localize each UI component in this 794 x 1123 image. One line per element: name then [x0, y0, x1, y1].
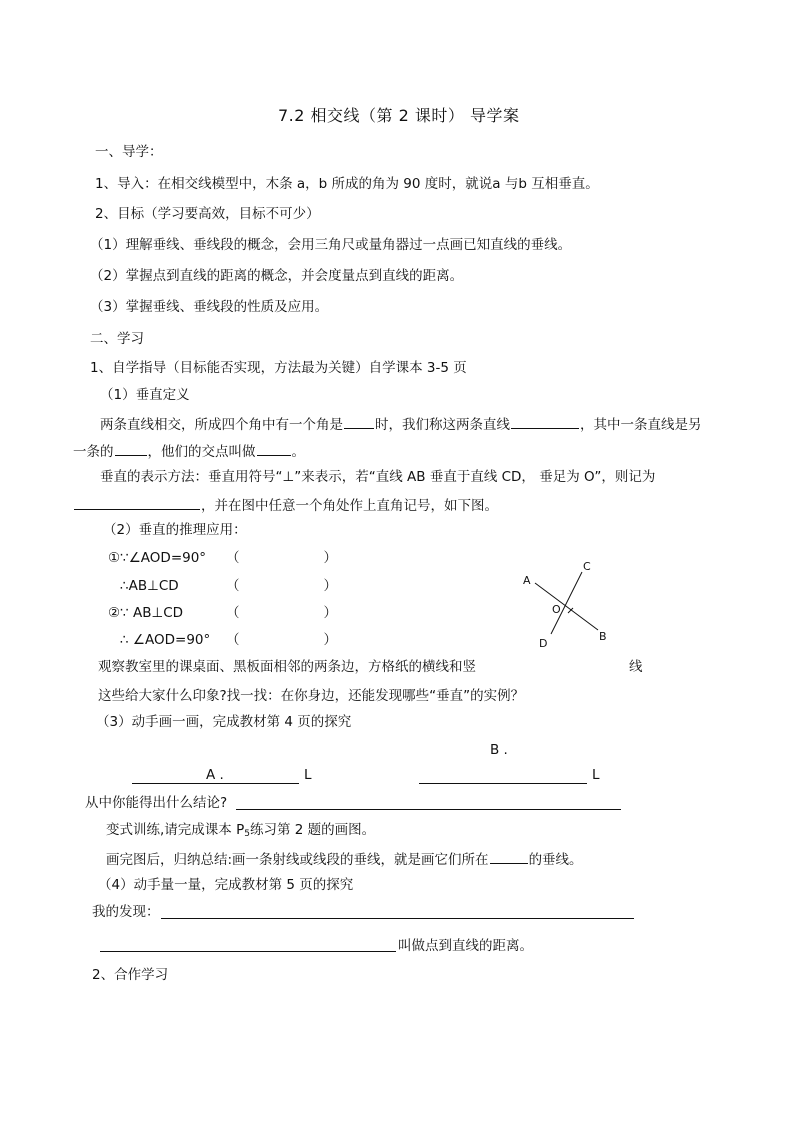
- definition-text-c: ，其中一条直线是另: [580, 417, 702, 433]
- observe-text-b: 线: [629, 659, 643, 675]
- notation-line2: [73, 497, 498, 514]
- label-o: O: [552, 603, 561, 616]
- summary-text-b: 的垂线。: [528, 852, 583, 868]
- definition-text-d: 一条的: [73, 444, 114, 460]
- summary-text-a: 画完图后，归纳总结:画一条射线或线段的垂线，就是画它们所在: [106, 852, 489, 868]
- paren-open: （: [226, 632, 240, 648]
- label-c: C: [583, 560, 591, 573]
- part4-heading: （4）动手量一量，完成教材第 5 页的探究: [98, 877, 354, 893]
- part3-heading: （3）动手画一画，完成教材第 4 页的探究: [96, 714, 352, 730]
- reason-row-2: [120, 580, 337, 594]
- blank-foot[interactable]: [257, 443, 291, 456]
- definition-line1: [100, 416, 702, 433]
- self-study-guide: 1、自学指导（目标能否实现，方法最为关键）自学课本 3-5 页: [90, 360, 467, 376]
- goal-heading: 2、目标（学习要高效，目标不可少）: [95, 206, 320, 222]
- goal-1: （1）理解垂线、垂线段的概念，会用三角尺或量角器过一点画已知直线的垂线。: [90, 237, 572, 253]
- conclusion-prompt: 从中你能得出什么结论?: [85, 795, 228, 811]
- definition-text-b: 时，我们称这两条直线: [375, 417, 510, 433]
- definition-text-e: ，他们的交点叫做: [147, 444, 256, 460]
- variant-subscript: 5: [244, 829, 250, 839]
- label-a: A: [523, 574, 531, 587]
- perpendicular-figure: [515, 555, 615, 655]
- paren-close: ）: [323, 578, 337, 594]
- section1-heading: 一、导学：: [95, 144, 163, 160]
- line-ab: [535, 583, 598, 630]
- conclusion-blank[interactable]: [236, 809, 621, 810]
- part1-heading: （1）垂直定义: [100, 387, 190, 403]
- blank-angle[interactable]: [344, 416, 374, 429]
- definition-line2: [73, 443, 305, 460]
- variant-training: [106, 824, 375, 839]
- reason-row-3: [108, 607, 337, 621]
- reason-2b: ∴ ∠AOD=90°: [120, 632, 211, 648]
- paren-close: ）: [323, 632, 337, 648]
- blank-summary[interactable]: [490, 851, 528, 864]
- blank-relation[interactable]: [511, 416, 579, 429]
- discovery-label: 我的发现：: [92, 904, 160, 920]
- variant-text-a: 变式训练,请完成课本 P: [106, 822, 245, 838]
- definition-text-f: 。: [291, 444, 305, 460]
- paren-close: ）: [323, 550, 337, 566]
- part2-heading: （2）垂直的推理应用：: [103, 522, 247, 538]
- intro-text: 1、导入：在相交线模型中，木条 a，b 所成的角为 90 度时，就说a 与b 互相垂直。: [95, 176, 599, 192]
- line-l-left: [132, 783, 299, 784]
- distance-text: 叫做点到直线的距离。: [398, 938, 533, 954]
- observe-text-a: 观察教室里的课桌面、黑板面相邻的两条边，方格纸的横线和竖: [98, 659, 476, 675]
- discovery-blank[interactable]: [161, 918, 634, 919]
- paren-open: （: [226, 550, 240, 566]
- paren-open: （: [226, 578, 240, 594]
- line-l-left-label: L: [304, 767, 312, 783]
- point-a-label: A .: [206, 767, 224, 783]
- section2-heading: 二、学习: [90, 331, 144, 347]
- goal-2: （2）掌握点到直线的距离的概念，并会度量点到直线的距离。: [90, 268, 464, 284]
- notation-text-b: ，并在图中任意一个角处作上直角记号，如下图。: [201, 498, 498, 514]
- blank-notation[interactable]: [74, 497, 200, 510]
- summary-line: [106, 851, 583, 868]
- distance-blank[interactable]: [100, 951, 396, 952]
- cooperative-learning: 2、合作学习: [92, 967, 169, 983]
- notation-line1: 垂直的表示方法：垂直用符号“⊥”来表示，若“直线 AB 垂直于直线 CD， 垂足为 O”，则记为: [100, 469, 656, 485]
- observe-question: 这些给大家什么印象?找一找：在你身边，还能发现哪些“垂直”的实例？: [98, 688, 525, 704]
- variant-text-b: 练习第 2 题的画图。: [249, 822, 376, 838]
- reason-1b: ∴AB⊥CD: [120, 578, 179, 594]
- paren-close: ）: [323, 605, 337, 621]
- line-l-right-label: L: [592, 767, 600, 783]
- reason-2a: ②∵ AB⊥CD: [108, 605, 184, 621]
- paren-open: （: [226, 605, 240, 621]
- label-d: D: [539, 637, 548, 650]
- definition-text-a: 两条直线相交，所成四个角中有一个角是: [100, 417, 343, 433]
- label-b: B: [599, 630, 607, 643]
- blank-perpendicular[interactable]: [115, 443, 147, 456]
- line-l-right: [419, 783, 587, 784]
- page-title: 7.2 相交线（第 2 课时） 导学案: [278, 106, 520, 125]
- point-b-label: B .: [490, 742, 508, 758]
- reason-row-1: [108, 552, 337, 566]
- goal-3: （3）掌握垂线、垂线段的性质及应用。: [90, 299, 329, 315]
- reason-row-4: [120, 634, 337, 648]
- reason-1a: ①∵∠AOD=90°: [108, 550, 207, 566]
